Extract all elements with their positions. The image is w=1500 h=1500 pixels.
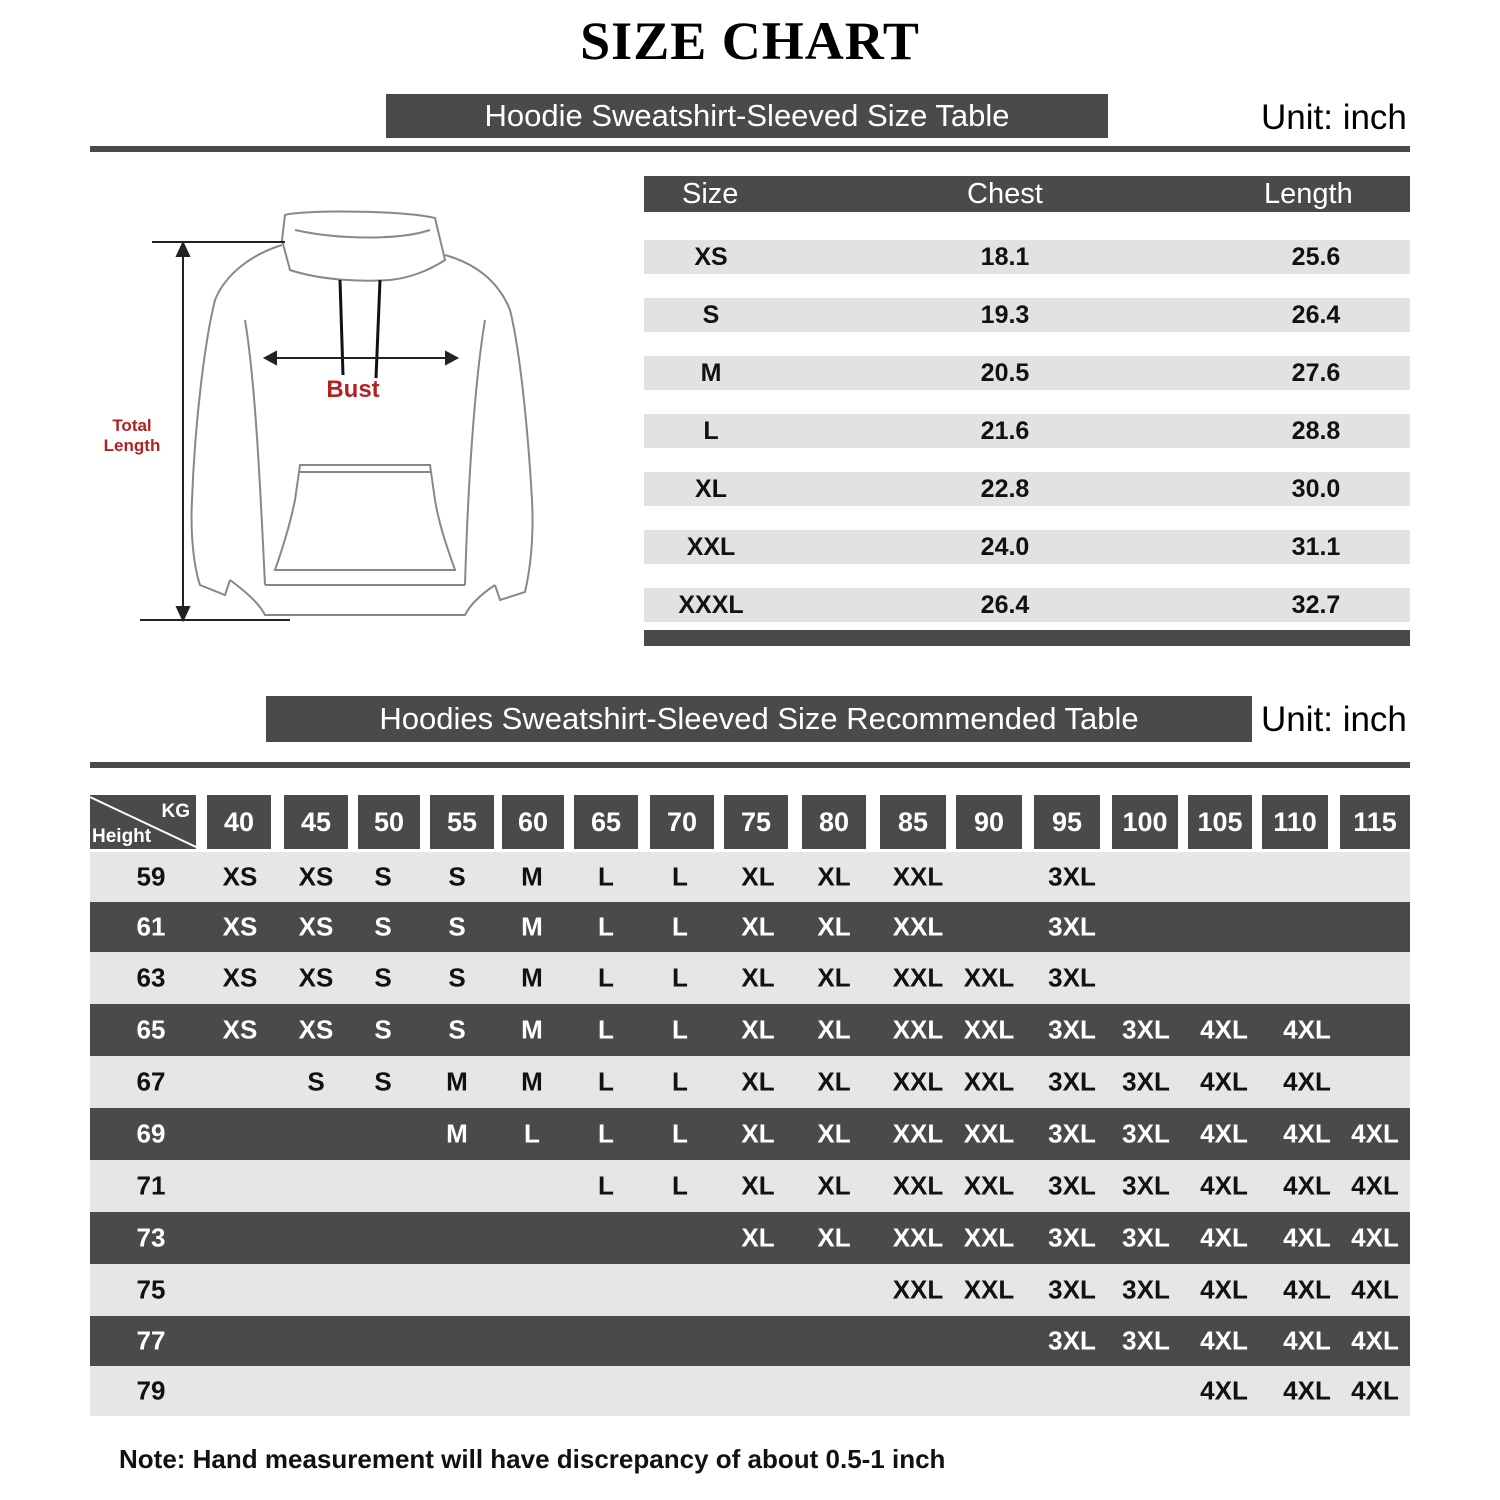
size-cell: 3XL [1122,1014,1170,1045]
recommended-table-banner: Hoodies Sweatshirt-Sleeved Size Recommended Table [266,696,1252,742]
chest-cell: 22.8 [980,475,1030,503]
weight-header-cell: 100 [1112,795,1178,849]
size-cell: XXL [892,962,944,993]
chest-cell: 24.0 [980,533,1030,561]
size-cell: S [374,962,392,993]
size-cell: XS [298,962,334,993]
size-cell: XL [817,1014,851,1045]
length-cell: 26.4 [1291,301,1341,329]
size-cell: XS [298,1014,334,1045]
table-row [644,414,1410,448]
size-cell: 4XL [1283,1325,1331,1356]
length-cell: 28.8 [1291,417,1341,445]
size-cell: XL [817,861,851,892]
size-cell: 4XL [1351,1375,1399,1406]
weight-header-cell: 90 [956,795,1022,849]
table-row [644,356,1410,390]
height-cell: 69 [136,1118,166,1149]
weight-header-cell: 45 [284,795,348,849]
size-cell: S [448,1014,466,1045]
size-cell: S [448,861,466,892]
size-table-header [644,176,1410,212]
size-cell: L [672,1014,688,1045]
size-cell: 4XL [1200,1222,1248,1253]
table-row [90,952,1410,1004]
size-cell: XS [298,911,334,942]
size-cell: L [598,1066,614,1097]
table-row [90,1366,1410,1416]
size-cell: XXXL [678,591,744,619]
size-cell: 4XL [1200,1118,1248,1149]
page-title: SIZE CHART [580,11,920,71]
size-cell: 3XL [1048,1274,1096,1305]
size-cell: L [598,911,614,942]
size-cell: 4XL [1200,1274,1248,1305]
length-cell: 25.6 [1291,243,1341,271]
hoodie-outline-icon [100,200,550,630]
size-cell: S [374,1014,392,1045]
weight-header-cell: 115 [1340,795,1410,849]
size-cell: 3XL [1048,911,1096,942]
height-cell: 61 [136,911,166,942]
size-cell: XXL [963,1118,1015,1149]
size-cell: XS [222,911,258,942]
size-cell: M [521,1014,543,1045]
size-cell: 4XL [1283,1170,1331,1201]
size-cell: 4XL [1283,1222,1331,1253]
size-cell: XXL [686,533,736,561]
table-row [90,1108,1410,1160]
size-cell: XXL [892,1170,944,1201]
size-table-footer-bar [644,630,1410,646]
size-cell: L [672,962,688,993]
size-cell: M [521,861,543,892]
height-cell: 65 [136,1014,166,1045]
recommended-table-unit: Unit: inch [1261,700,1407,739]
table-row [90,1264,1410,1316]
size-cell: L [672,1118,688,1149]
table-row [90,852,1410,902]
column-header-length: Length [1264,178,1353,210]
size-cell: XL [817,962,851,993]
length-cell: 32.7 [1291,591,1341,619]
table-row [644,240,1410,274]
size-cell: S [307,1066,325,1097]
size-cell: L [598,1170,614,1201]
weight-header-cell: 80 [802,795,866,849]
size-cell: XL [741,1118,775,1149]
size-cell: 3XL [1048,1014,1096,1045]
table-row [644,530,1410,564]
size-cell: XXL [892,911,944,942]
size-cell: XS [694,243,728,271]
weight-header-cell: 75 [724,795,788,849]
size-cell: XL [817,911,851,942]
size-cell: 4XL [1351,1274,1399,1305]
weight-header-cell: 50 [358,795,420,849]
size-cell: XL [741,1170,775,1201]
table-corner-cell [90,795,196,849]
size-cell: XS [222,1014,258,1045]
size-cell: XL [741,861,775,892]
height-cell: 75 [136,1274,166,1305]
size-cell: XXL [892,1014,944,1045]
size-cell: 4XL [1351,1222,1399,1253]
table-row [644,472,1410,506]
size-cell: L [598,861,614,892]
weight-header-cell: 85 [880,795,946,849]
height-cell: 59 [136,861,166,892]
size-cell: S [374,911,392,942]
table-row [90,1004,1410,1056]
weight-header-cell: 60 [502,795,564,849]
size-cell: 3XL [1122,1325,1170,1356]
size-cell: L [598,1014,614,1045]
length-cell: 27.6 [1291,359,1341,387]
weight-header-cell: 105 [1188,795,1252,849]
size-cell: XXL [963,1014,1015,1045]
size-cell: 4XL [1351,1325,1399,1356]
size-cell: 4XL [1200,1170,1248,1201]
size-cell: 3XL [1048,1222,1096,1253]
size-cell: 4XL [1283,1066,1331,1097]
size-cell: M [700,359,722,387]
size-cell: XL [741,911,775,942]
corner-kg-label: KG [161,801,190,822]
bust-label: Bust [326,376,380,403]
size-cell: XS [298,861,334,892]
size-cell: M [521,911,543,942]
size-cell: 3XL [1048,1325,1096,1356]
size-cell: S [448,911,466,942]
size-cell: 4XL [1283,1274,1331,1305]
length-cell: 30.0 [1291,475,1341,503]
size-cell: 4XL [1283,1118,1331,1149]
size-cell: XL [741,1066,775,1097]
weight-header-cell: 65 [574,795,638,849]
size-cell: XXL [963,1170,1015,1201]
size-cell: 4XL [1351,1118,1399,1149]
size-cell: XL [817,1170,851,1201]
size-cell: M [446,1118,468,1149]
size-table-unit: Unit: inch [1261,98,1407,137]
size-cell: XXL [963,1274,1015,1305]
size-cell: 3XL [1122,1066,1170,1097]
size-cell: XL [817,1118,851,1149]
corner-height-label: Height [92,826,152,847]
size-cell: 3XL [1048,1066,1096,1097]
height-cell: 79 [136,1375,166,1406]
size-cell: 4XL [1200,1014,1248,1045]
size-cell: 3XL [1122,1274,1170,1305]
column-header-chest: Chest [967,178,1043,210]
divider [90,146,1410,152]
chest-cell: 21.6 [980,417,1030,445]
size-cell: XXL [892,1066,944,1097]
size-cell: 3XL [1048,861,1096,892]
total-length-line2: Length [103,436,161,455]
weight-header-cell: 95 [1034,795,1100,849]
size-cell: 4XL [1283,1375,1331,1406]
size-cell: XL [741,1014,775,1045]
total-length-line1: Total [112,416,152,435]
size-cell: S [374,1066,392,1097]
size-cell: M [521,962,543,993]
table-row [644,588,1410,622]
size-cell: XS [222,962,258,993]
size-cell: 4XL [1200,1325,1248,1356]
size-cell: 3XL [1122,1222,1170,1253]
size-cell: XXL [892,1222,944,1253]
size-cell: L [672,861,688,892]
table-row [90,1056,1410,1108]
height-cell: 63 [136,962,166,993]
size-cell: S [448,962,466,993]
size-cell: L [672,1170,688,1201]
size-cell: 3XL [1122,1118,1170,1149]
size-cell: XS [222,861,258,892]
size-cell: 4XL [1200,1375,1248,1406]
total-length-label [96,416,168,456]
length-cell: 31.1 [1291,533,1341,561]
table-row [90,1316,1410,1366]
size-cell: M [446,1066,468,1097]
size-cell: 4XL [1200,1066,1248,1097]
chest-cell: 19.3 [980,301,1030,329]
size-cell: XXL [963,1222,1015,1253]
size-cell: S [702,301,720,329]
weight-header-cell: 55 [430,795,494,849]
size-cell: 4XL [1283,1014,1331,1045]
size-cell: L [524,1118,540,1149]
size-cell: 3XL [1048,962,1096,993]
size-cell: XXL [963,1066,1015,1097]
size-cell: XL [741,1222,775,1253]
size-cell: 4XL [1351,1170,1399,1201]
chest-cell: 20.5 [980,359,1030,387]
size-cell: XL [695,475,727,503]
size-cell: L [598,1118,614,1149]
size-cell: 3XL [1122,1170,1170,1201]
size-cell: XXL [892,861,944,892]
height-cell: 71 [136,1170,166,1201]
measurement-note: Note: Hand measurement will have discrepancy of about 0.5-1 inch [119,1444,946,1474]
size-cell: XXL [963,962,1015,993]
weight-header-cell: 70 [650,795,714,849]
size-cell: XXL [892,1118,944,1149]
chest-cell: 18.1 [980,243,1030,271]
size-cell: XXL [892,1274,944,1305]
divider [90,762,1410,768]
height-cell: 67 [136,1066,166,1097]
height-cell: 77 [136,1325,166,1356]
size-cell: 3XL [1048,1118,1096,1149]
hoodie-diagram [100,200,550,630]
size-cell: L [672,911,688,942]
size-cell: M [521,1066,543,1097]
size-cell: L [703,417,719,445]
size-cell: XL [817,1066,851,1097]
table-row [90,902,1410,952]
table-row [90,1212,1410,1264]
chest-cell: 26.4 [980,591,1030,619]
size-cell: L [598,962,614,993]
size-cell: S [374,861,392,892]
weight-header-cell: 110 [1262,795,1328,849]
size-cell: XL [741,962,775,993]
height-cell: 73 [136,1222,166,1253]
size-cell: L [672,1066,688,1097]
size-table-banner: Hoodie Sweatshirt-Sleeved Size Table [386,94,1108,138]
table-row [90,1160,1410,1212]
table-row [644,298,1410,332]
size-cell: 3XL [1048,1170,1096,1201]
size-cell: XL [817,1222,851,1253]
column-header-size: Size [682,178,739,210]
weight-header-cell: 40 [207,795,271,849]
